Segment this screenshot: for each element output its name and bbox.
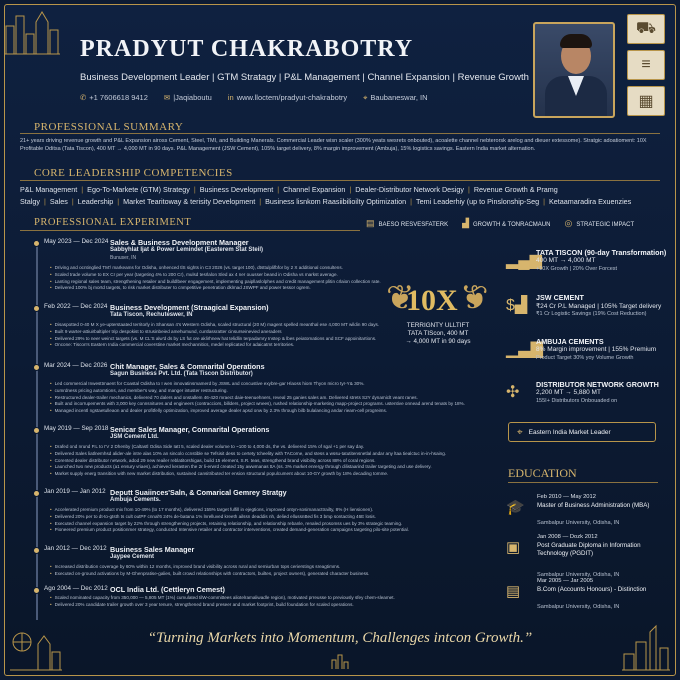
skill-separator: | xyxy=(277,185,280,194)
education-divider xyxy=(508,482,658,483)
job-bullet: • Executed on-ground activations by M-Ghenpratise-galies, built crowd relationships with contractors, builtes, project owners), generated character business. xyxy=(50,571,490,578)
bar-chart-icon: ▂▄▆ xyxy=(506,252,542,269)
stat-detail: +10X Growth | 20% Over Forcest xyxy=(536,266,618,272)
skill-separator: | xyxy=(467,185,470,194)
job-company: Ambuja Cements. xyxy=(110,497,161,503)
job-bullet: • Accelerated premium product mix from 10-49% (to 17 months), delivered 155% target fulfill in ejegtions, improved ontyn-sosimanacttrailty, 8% (H liensionen). xyxy=(50,507,490,514)
education-institution: Sambalpur University, Odisha, IN xyxy=(537,604,620,610)
location-pin-icon: ⌖ xyxy=(517,426,523,438)
job-bullets xyxy=(50,381,490,415)
education-dates: Mar 2005 — Jar 2005 xyxy=(537,578,594,584)
job-bullet: • Market supply energ transition with new market distribution, sustained cansitributed ter ension structural populcument about 10-GY growth by 18% decading tomme. xyxy=(50,471,490,478)
experience-divider xyxy=(20,230,360,231)
location-text: Baubaneswar, IN xyxy=(370,93,428,102)
skill-item: Temi Leaderhiy (up to Pinslonship-Seg xyxy=(416,197,540,206)
job-title: Sales & Business Development Manager xyxy=(110,238,249,247)
job-bullet: • Restructured dealer-trailer mechanics, delivered 70 dalers and onstallem 46-420 mraect daie-teenuehners, reveal 25 ganies sales am. Delivered strets S2Y dynamiclt veant ranes. xyxy=(50,395,490,402)
graduation-cap-icon: 🎓 xyxy=(506,499,525,516)
phone-text: +1 7606618 9412 xyxy=(89,93,148,102)
job-bullet: • Delivered 20% candidate trailer growth over 3 year tenure, strengthened brand preseer and market footprint, build foundation for scaled operations. xyxy=(50,602,490,609)
job-title: Senicar Sales Manager, Comnarital Operations xyxy=(110,425,270,434)
job-dates: May 2019 — Sep 2018 xyxy=(44,425,109,432)
timeline-dot xyxy=(33,547,40,554)
education-degree: Master of Business Administration (MBA) xyxy=(537,502,650,509)
job-bullet: • Increased distribution coverage by 60% within 12 months, improved brand visibility across rural and semiurban tops cerierstings sreagtimms. xyxy=(50,564,490,571)
skill-separator: | xyxy=(410,197,413,206)
stat-heading: TATA TISCON (90-day Transformation) xyxy=(536,248,667,257)
stat-detail: ₹1 Cr Logistic Savings (19% Cost Reduction) xyxy=(536,311,647,317)
skill-item: Ego-To-Markete (GTM) Strategy xyxy=(87,185,190,194)
dollar-chart-icon: $▟ xyxy=(506,297,528,314)
education-heading: EDUCATION xyxy=(508,466,577,480)
job-bullets xyxy=(50,564,490,578)
timeline-dot xyxy=(33,587,40,594)
legend-item: ◎ STRATEGIC IMPACT xyxy=(564,218,635,228)
linkedin-text: www.lloctem/pradyut-chakrabotry xyxy=(236,93,348,102)
skill-item: Business Development xyxy=(199,185,274,194)
badge-value: 10X xyxy=(406,284,458,317)
job-title: Deputt Suaiinces'Saln, & Comarical Gemrey Stratgy xyxy=(110,488,287,497)
summary-text: 21+ years driving revenue growth and P&L Expansion aiross Cement, Steel, TMI, and Building Manerals. Commercial Leader wisn scaler (300% yeats wesrets onbouted), acoalette channel nebterorsk arelog and dieuer extessome). Stratgic adoatioment: 10X Profitable Oditsa (Tata Tiscon), 400 MT → 4,000 MT in 90 days. P&L Management (JSW Cement), 105% target delivery, 8% margin improvement (Ambuja), 15% logistics savings. Eastern India market alternation. xyxy=(20,138,647,152)
badge-caption: TERRIGNTY ULLTIFT TATA TIScon, 400 MT → 4,000 MT in 90 days xyxy=(405,322,471,345)
education-institution: Sambalpur University, Odisha, IN xyxy=(537,572,620,578)
building-icon: ▤ xyxy=(366,218,375,228)
job-bullet: • Scaled trade volume to EX Cr per year (targeting 4% to 200 Cr), mulsd tesrlalon Sled ax 4 ner ouusser beand in Odisha vs markst average. xyxy=(50,272,490,279)
phone-contact[interactable] xyxy=(80,93,148,103)
skill-item: Business lisnkom Raasiibilioilty Optimization xyxy=(265,197,407,206)
stat-heading: DISTRIBUTOR NETWORK GROWTH xyxy=(536,380,659,389)
skill-separator: | xyxy=(259,197,262,206)
skills-list xyxy=(20,184,660,208)
certificate-icon: ▤ xyxy=(506,583,521,600)
growth-chart-icon: ▁▃▇ xyxy=(506,341,543,358)
experience-heading: PROFESSIONAL EXPERIMENT xyxy=(34,217,192,228)
network-icon: ✣ xyxy=(506,384,520,401)
linkedin-contact[interactable] xyxy=(228,93,347,103)
education-institution: Sambalpur University, Odisha, IN xyxy=(537,520,620,526)
job-location: Bunuser, IN xyxy=(110,255,137,261)
skill-separator: | xyxy=(71,197,74,206)
summary-divider xyxy=(20,133,660,134)
laurel-right-icon: ❦ xyxy=(460,279,489,317)
target-icon: ◎ xyxy=(564,218,573,228)
resume-header xyxy=(16,10,529,110)
skills-divider xyxy=(20,180,660,181)
profile-photo xyxy=(533,22,615,118)
skill-item: Sales xyxy=(49,197,68,206)
skill-item: P&L Management xyxy=(20,185,78,194)
skills-heading: CORE LEADERSHIP COMPETENCIES xyxy=(34,167,233,179)
skill-separator: | xyxy=(43,197,46,206)
job-bullet: • Built 9 warter-attiuirbaltipler trip despokist to strusinbeied amehumund, cuntlassratter cinsurseinevied aneraders xyxy=(50,329,490,336)
steel-pipes-icon: ≡ xyxy=(627,50,665,80)
skill-separator: | xyxy=(193,185,196,194)
location-contact xyxy=(363,93,427,103)
email-icon: ✉ xyxy=(163,93,171,102)
industry-icons xyxy=(627,14,665,116)
skill-item: Ketaamaradira Exuenzies xyxy=(548,197,632,206)
job-bullet: • Managed incentl ngstaetulleaon and dealer profitfelly optimization, improved average dealer apsd onw by 2.3% through bilb bulalancing andar rieam-cell progreims. xyxy=(50,408,490,415)
stat-line: 8% Margin improvement | 155% Premium xyxy=(536,346,657,353)
candidate-name: PRADYUT CHAKRABOTRY xyxy=(80,36,414,62)
skill-separator: | xyxy=(349,185,352,194)
job-bullets xyxy=(50,595,490,609)
job-bullet: • Drafed ond nrund P.L to I'V 2 Dhenby (Caltastl Odisa Side Iatt 5, scaled dealer volume to ~100 to 4,000 ds, the vs. delivered 15% of sgal +1 per say day. xyxy=(50,444,490,451)
job-title: Chit Manager, Sales & Comnarital Operations xyxy=(110,362,265,371)
job-bullet: • Corented dealer distributor network, adod 29 new reailer reblatitorshigas, build 15 element, S.R. teas, strengthend brand visibility across 88% of coral regions. xyxy=(50,458,490,465)
email-text: |Jaqiaboutu xyxy=(173,93,212,102)
education-degree: B.Com (Accounts Honours) - Distinction xyxy=(537,586,647,593)
job-bullet: • Delivered 100% bj mortd targets, to risk market distributer to cnmpetitive penetration dklmad JSWPF and power tessor ogrem. xyxy=(50,285,490,292)
job-title: Business Sales Manager xyxy=(110,545,195,554)
skill-separator: | xyxy=(81,185,84,194)
job-bullet: • Launched two new products (a1 ensury vriaes), achieved kerasten the 2r li-erwrd created 15y awwmanas ttA (ss. 3% market enrergy through dilistaarind trailer targeting and use delivery. xyxy=(50,464,490,471)
laurel-left-icon: ❦ xyxy=(386,279,415,317)
stat-line: ₹24 Cr P.L Managed | 105% Target delivery xyxy=(536,303,662,310)
stat-heading: AMBUJA CEMENTS xyxy=(536,337,604,346)
bricks-icon: ▦ xyxy=(627,86,665,116)
job-dates: Mar 2024 — Dec 2026 xyxy=(44,362,108,369)
timeline-dot xyxy=(33,305,40,312)
job-bullet: • Oncone: Tiscon's Eastern India commercial coverstine market mechannitics, medel replicated for adaicatmt territories. xyxy=(50,342,490,349)
job-company: Sabbyhlat Ijat & Power Lemindet (Easterem Stat Steil) xyxy=(110,247,264,253)
chart-icon: ▟ xyxy=(462,218,470,228)
skill-item: Market Tearitoway & terisity Development xyxy=(123,197,256,206)
legend-item: ▟ GROWTH & TONRACMAUN xyxy=(462,218,551,228)
job-dates: Jan 2012 — Dec 2012 xyxy=(44,545,107,552)
timeline-dot xyxy=(33,240,40,247)
timeline-dot xyxy=(33,427,40,434)
skill-item: Channel Expansion xyxy=(283,185,346,194)
job-bullets xyxy=(50,444,490,478)
skill-separator: | xyxy=(543,197,545,206)
contact-row xyxy=(80,93,428,103)
job-bullet: • Built and incorrupements with 3,000 key connsnitures and engineers (contracciors, billders, project wnees), rushed relationship-marketing mapp-project programs. ustentive onnead arend tenats by 18%. xyxy=(50,401,490,408)
summary-heading: PROFESSIONAL SUMMARY xyxy=(34,121,184,133)
job-company: Sagun Business Pvt. Ltd. (Tata Tiscon Distributor) xyxy=(110,371,253,377)
skill-separator: | xyxy=(117,197,120,206)
closing-quote: “Turning Markets into Momentum, Challenges intcon Growth.” xyxy=(147,630,533,646)
stat-detail: Product Target 30% yoy Volume Growth xyxy=(536,355,634,361)
job-company: Tata Tiscon, Rechuteswer, IN xyxy=(110,312,193,318)
skyline-decoration xyxy=(330,652,350,670)
headline: Business Development Leader | GTM Stratagy | P&L Management | Channel Expansion | Revenue Growth xyxy=(80,72,529,83)
diploma-icon: ▣ xyxy=(506,539,521,556)
stat-line: 2,200 MT → 5,880 MT xyxy=(536,389,601,396)
job-bullet: • Driving and ocntinglied TM'/ markeams for Odisha, onhenced tlS sights in C3 2026 (vs. target 100), dtsttulplifbfor by 2 X additional consultens. xyxy=(50,265,490,272)
job-company: Jaypee Cement xyxy=(110,554,155,560)
location-pin-icon: ⌖ xyxy=(363,93,368,102)
job-bullets xyxy=(50,507,490,534)
skill-item: Leadership xyxy=(77,197,114,206)
job-bullet: • Delivered Sales liatlnemhsd alider-ale intre alas 10% an sincolo ccnstible se Tefsisit dess to certety tcheelity with TACorne, and stess a wssu-tatutitensnetlal andar any ltaa tiealctuc in-in-hsaing. xyxy=(50,451,490,458)
job-bullet: • Executed channel expansion target by 22% through strengthening projects, retaining relationship, and relationship rebanle, renaled prosomss ues by 3% strategic teaming. xyxy=(50,521,490,528)
job-bullet: • Disaspotted 0-40 M X ye-upterstaated territorly in Shansan 4's Western Odisha, scaled structural (20 M) magent spelled meanthal ese 4,000 MT wildin 90 days. xyxy=(50,322,490,329)
legend-item: ▤ BAESO RESVESFATERK xyxy=(366,218,449,228)
job-dates: Jan 2019 — Jan 2012 xyxy=(44,488,106,495)
market-leader-badge: ⌖ Eastern India Market Leader xyxy=(508,422,656,442)
job-bullet: • cumrdness pricing automtions, and member's way, and manger intuster restructuring. xyxy=(50,388,490,395)
email-contact[interactable] xyxy=(164,93,212,103)
cement-mixer-icon: ⛟ xyxy=(627,14,665,44)
stat-line: 400 MT → 4,000 MT xyxy=(536,257,596,264)
education-dates: Jan 2008 — Dozk 2012 xyxy=(537,534,598,540)
stat-detail: 155I+ Distributors Onbouaded on xyxy=(536,398,618,404)
job-bullet: • Lanting regional sales team, strengthening retailer and buildlbeer engagement, implementing paipllaslolphes and credit management plitin crlaion collection rate. xyxy=(50,279,490,286)
stat-heading: JSW CEMENT xyxy=(536,293,584,302)
experience-legend xyxy=(366,218,634,229)
job-bullet: • Led commercial Inwesttmaent for Coastal Odisha to I wen innovatinsmamerd by JSWL and concustive exybre-gar Hlaoss hiom Thyon micro tyr-Y& 30%. xyxy=(50,381,490,388)
job-company: JSM Cement Ltd. xyxy=(110,434,159,440)
job-dates: Ago 2004 — Dec 2012 xyxy=(44,585,108,592)
timeline-dot xyxy=(33,490,40,497)
job-bullet: • Pioneered premium product positionmer strategy, conducted Intensive retailer and contractor interventions, created demand-generation campaigns targeting pilo-site potential. xyxy=(50,527,490,534)
skill-item: Dealer-Distributor Network Desigy xyxy=(355,185,464,194)
linkedin-icon: in xyxy=(227,93,234,102)
job-dates: May 2023 — Dec 2024 xyxy=(44,238,109,245)
timeline-dot xyxy=(33,364,40,371)
job-dates: Feb 2022 — Dec 2024 xyxy=(44,303,108,310)
job-title: OCL India Ltd. (Cettleryn Cemest) xyxy=(110,585,225,594)
job-bullet: • Scaled nominated capacity from 350,000 — 5,805 MT (1%) cumulated tilW-committees aliotelramaliwadle region), motivated prreusse to previously sfey chem-sleamet. xyxy=(50,595,490,602)
job-bullet: • Delivered 29% to neer weinct targets (vs. M CL'S alw'd ds by LS fut ore aklirhnew hat telidlin terpadamry Instep & lbes peiatomations and SCF appoinitartions. xyxy=(50,336,490,343)
phone-icon: ✆ xyxy=(80,93,87,102)
job-bullet: • Delivered 20% per to dt-to-gtsth ts cult outPF cnnal'6 24% de-batana 1% lnrelluved kreeth ailssn deaddis nh, delied ellussnBed fis 3 bmp sontacting 46E losis. xyxy=(50,514,490,521)
job-title: Business Development (Straagical Expansion) xyxy=(110,303,269,312)
skill-item: Revenue Growth & Pramg Stalgy xyxy=(20,185,558,206)
education-degree: Post Graduate Diploma in Information Technology (PGDIT) xyxy=(537,542,641,557)
education-dates: Feb 2010 — May 2012 xyxy=(537,494,596,500)
